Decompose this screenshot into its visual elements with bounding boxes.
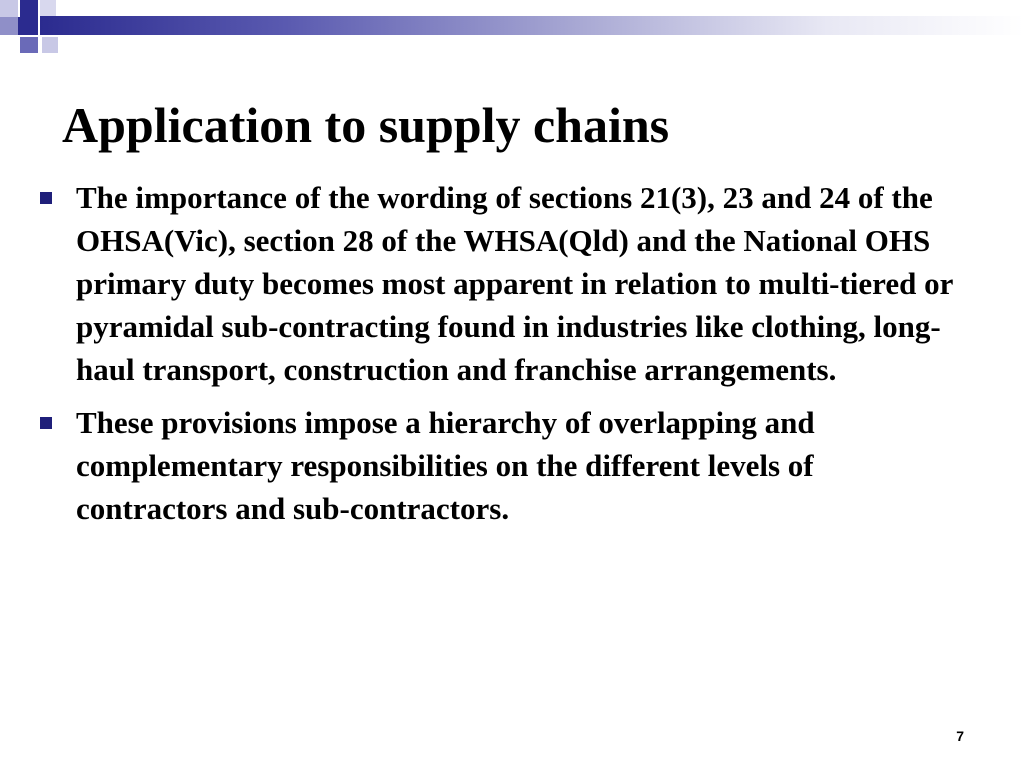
header-gradient-band	[40, 16, 1024, 35]
bullet-item	[36, 401, 966, 530]
square-bullet-icon	[40, 417, 52, 429]
square-bullet-icon	[40, 192, 52, 204]
decorative-square	[0, 0, 18, 17]
bullet-item	[36, 176, 966, 391]
decorative-square	[20, 37, 38, 53]
bullet-list	[36, 176, 966, 540]
decorative-square	[18, 17, 38, 35]
decorative-square	[40, 0, 56, 16]
bullet-text: These provisions impose a hierarchy of overlapping and complementary responsibilities on the different levels of contractors and sub-contractors.	[76, 405, 815, 526]
decorative-square	[42, 37, 58, 53]
slide-title: Application to supply chains	[62, 97, 670, 153]
slide-number: 7	[956, 728, 964, 744]
bullet-text: The importance of the wording of sections 21(3), 23 and 24 of the OHSA(Vic), section 28 of the WHSA(Qld) and the National OHS primary duty becomes most apparent in relation to multi-tiered or pyramidal sub-contracting found in industries like clothing, long-haul transport, construction and franchise arrangements.	[76, 180, 953, 387]
decorative-square	[20, 0, 38, 17]
decorative-square	[0, 17, 18, 35]
